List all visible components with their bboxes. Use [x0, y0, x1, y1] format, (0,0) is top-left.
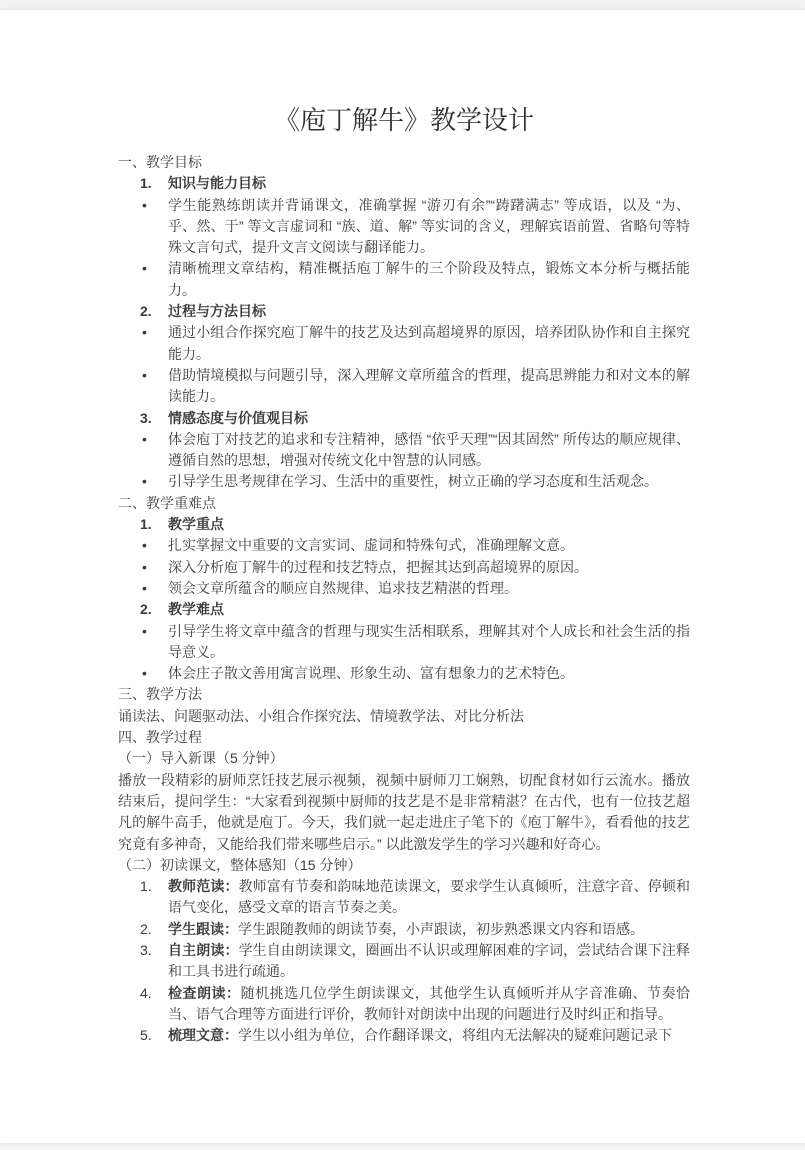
bullet-item-text: 借助情境模拟与问题引导，深入理解文章所蕴含的哲理，提高思辨能力和对文本的解读能力。	[168, 366, 690, 405]
section-heading: 四、教学过程	[118, 729, 202, 746]
numbered-item-label: 自主朗读：	[168, 941, 239, 958]
numbered-item-label: 梳理文意：	[168, 1027, 238, 1044]
section-heading: 三、教学方法	[118, 686, 202, 703]
section-heading: 一、教学目标	[118, 154, 202, 170]
numbered-item-detail: 随机挑选几位学生朗读课文，其他学生认真倾听并从字音准确、节奏恰当、语气合理等方面进行评价，教师针对朗读中出现的问题进行及时纠正和指导。	[168, 984, 691, 1022]
bullet-marker-icon: •	[142, 558, 147, 575]
bullet-item-text: 学生能熟练朗读并背诵课文，准确掌握 “游刃有余”“踌躇满志” 等成语，以及 “为、乎、然、于” 等文言虚词和 “族、道、解” 等实词的含义，理解宾语前置、省略句等特殊文言句式，提升文言文阅读与翻译能力。	[168, 196, 690, 256]
list-number: 2.	[140, 303, 152, 320]
numbered-list-item	[118, 940, 690, 983]
numbered-item-label: 学生跟读：	[168, 920, 238, 937]
bullet-marker-icon: •	[142, 622, 147, 639]
list-number: 1.	[140, 175, 152, 192]
bullet-item-text: 通过小组合作探究庖丁解牛的技艺及达到高超境界的原因，培养团队协作和自主探究能力。	[168, 324, 690, 362]
numbered-heading-label: 教学重点	[168, 516, 224, 533]
numbered-heading	[118, 173, 690, 194]
bullet-marker-icon: •	[142, 324, 147, 341]
paragraph: 播放一段精彩的厨师烹饪技艺展示视频，视频中厨师刀工娴熟，切配食材如行云流水。播放结束后，提问学生：“大家看到视频中厨师的技艺是不是非常精湛？在古代，也有一位技艺超凡的解牛高手，他就是庖丁。今天，我们就一起走进庄子笔下的《庖丁解牛》，看看他的技艺究竟有多神奇，又能给我们带来哪些启示。” 以此激发学生的学习兴趣和好奇心。	[118, 771, 690, 852]
bullet-marker-icon: •	[142, 430, 147, 447]
paragraph: 诵读法、问题驱动法、小组合作探究法、情境教学法、对比分析法	[118, 707, 524, 724]
subsection-heading: （二）初读课文，整体感知（15 分钟）	[118, 856, 362, 873]
numbered-item-text	[168, 1025, 690, 1046]
numbered-heading	[118, 301, 690, 322]
document-page	[0, 10, 805, 1143]
numbered-list-item	[118, 983, 690, 1026]
bullet-list-item	[118, 258, 690, 301]
bullet-marker-icon: •	[142, 473, 147, 490]
bullet-marker-icon: •	[142, 579, 147, 596]
bullet-item-text: 体会庄子散文善用寓言说理、形象生动、富有想象力的艺术特色。	[168, 665, 574, 682]
section-heading: 二、教学重难点	[118, 494, 216, 511]
bullet-list-item	[118, 365, 690, 408]
bullet-marker-icon: •	[142, 665, 147, 682]
numbered-heading-label: 过程与方法目标	[168, 303, 266, 320]
list-number: 4.	[140, 984, 152, 1001]
subsection-heading: （一）导入新课（5 分钟）	[118, 750, 284, 767]
list-number: 3.	[140, 409, 152, 426]
numbered-item-text	[168, 940, 690, 983]
numbered-item-detail: 教师富有节奏和韵味地范读课文，要求学生认真倾听，注意字音、停顿和语气变化，感受文章的语言节奏之美。	[168, 878, 691, 916]
bullet-marker-icon: •	[142, 196, 147, 213]
bullet-item-text: 扎实掌握文中重要的文言实词、虚词和特殊句式，准确理解文意。	[168, 537, 574, 554]
bullet-item-text: 体会庖丁对技艺的追求和专注精神，感悟 “依乎天理”“因其固然” 所传达的顺应规律、遵循自然的思想，增强对传统文化中智慧的认同感。	[168, 430, 690, 469]
bullet-list-item	[118, 429, 690, 472]
numbered-heading-label: 教学难点	[168, 601, 224, 618]
document-body	[118, 152, 690, 1046]
numbered-item-text	[168, 983, 690, 1026]
numbered-list-item	[118, 919, 690, 940]
numbered-heading	[118, 408, 690, 429]
bullet-item-text: 引导学生思考规律在学习、生活中的重要性，树立正确的学习态度和生活观念。	[168, 473, 658, 490]
numbered-item-label: 教师范读：	[168, 878, 239, 895]
numbered-heading	[118, 514, 690, 535]
numbered-item-detail: 学生跟随教师的朗读节奏，小声跟读，初步熟悉课文内容和语感。	[238, 920, 644, 937]
numbered-item-text	[168, 919, 690, 940]
numbered-item-detail: 学生以小组为单位，合作翻译课文，将组内无法解决的疑难问题记录下	[238, 1027, 672, 1044]
bullet-marker-icon: •	[142, 366, 147, 383]
document-page-content	[0, 10, 805, 1046]
bullet-item-text: 领会文章所蕴含的顺应自然规律、追求技艺精湛的哲理。	[168, 579, 518, 596]
numbered-heading-label: 知识与能力目标	[168, 175, 266, 192]
bullet-list-item	[118, 578, 690, 599]
bullet-list-item	[118, 195, 690, 259]
bullet-item-text: 深入分析庖丁解牛的过程和技艺特点，把握其达到高超境界的原因。	[168, 558, 588, 575]
bullet-list-item	[118, 471, 690, 492]
document-title: 《庖丁解牛》教学设计	[273, 105, 534, 135]
list-number: 5.	[140, 1027, 152, 1044]
list-number: 3.	[140, 941, 152, 958]
bullet-item-text: 引导学生将文章中蕴含的哲理与现实生活相联系，理解其对个人成长和社会生活的指导意义。	[168, 622, 690, 660]
bullet-list-item	[118, 557, 690, 578]
bullet-list-item	[118, 535, 690, 556]
numbered-item-label: 检查朗读：	[168, 984, 241, 1001]
bullet-list-item	[118, 621, 690, 664]
list-number: 1.	[140, 878, 152, 895]
bullet-list-item	[118, 322, 690, 365]
bullet-list-item	[118, 663, 690, 684]
numbered-list-item	[118, 1025, 690, 1046]
numbered-item-detail: 学生自由朗读课文，圈画出不认识或理解困难的字词，尝试结合课下注释和工具书进行疏通。	[168, 941, 691, 980]
numbered-list-item	[118, 876, 690, 919]
list-number: 2.	[140, 920, 152, 937]
bullet-marker-icon: •	[142, 260, 147, 277]
bullet-marker-icon: •	[142, 537, 147, 554]
numbered-heading-label: 情感态度与价值观目标	[168, 409, 308, 426]
numbered-item-text	[168, 876, 690, 919]
numbered-heading	[118, 599, 690, 620]
list-number: 2.	[140, 601, 152, 618]
bullet-item-text: 清晰梳理文章结构，精准概括庖丁解牛的三个阶段及特点，锻炼文本分析与概括能力。	[168, 260, 690, 298]
list-number: 1.	[140, 516, 152, 533]
